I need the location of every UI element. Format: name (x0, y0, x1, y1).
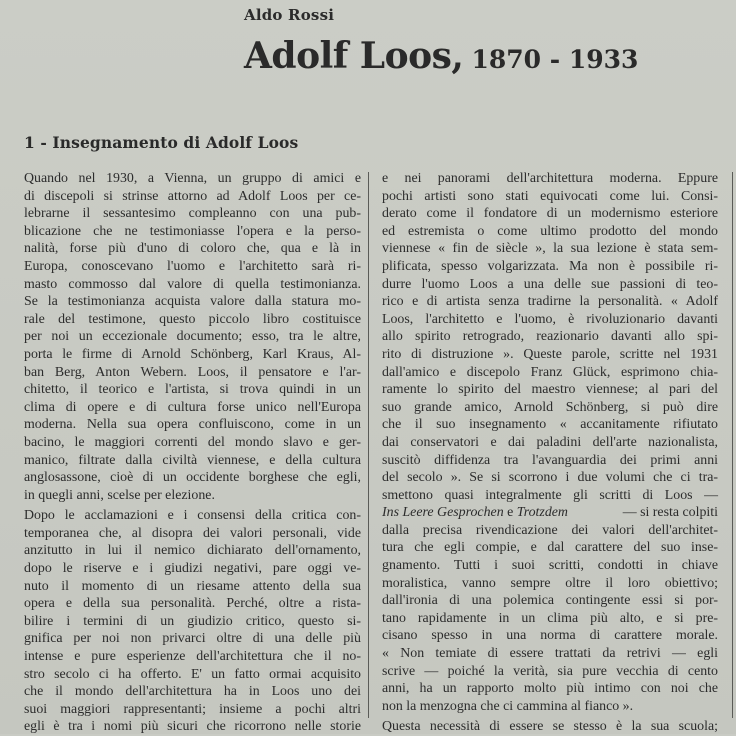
text-line: nalità, forse più d'uno di coloro che, qua e là in (24, 241, 361, 257)
text-line: rico e di artista senza tradirne la personalità. « Adolf (382, 294, 718, 310)
text-line: dall'amico e discepolo Franz Glück, esprimono chia- (382, 364, 718, 380)
text-line: opera e della sua personalità. Perché, oltre a rista- (24, 596, 361, 612)
text-line: Europa, conoscevano l'uomo e l'architetto sarà ri- (24, 258, 361, 274)
text-line: anglosassone, cioè di un occidente borghese che egli, (24, 470, 361, 486)
text-line: Dopo le acclamazioni e i consensi della critica con- (24, 508, 361, 524)
text-line: suo grande amico, Arnold Schönberg, si può dire (382, 399, 718, 415)
book-title-italic: Trotzdem (516, 505, 568, 521)
text-line: tano rapidamente in un clima più alto, e si pre- (382, 610, 718, 626)
text-line: viennese « fin de siècle », la sua lezione è stata sem- (382, 241, 718, 257)
text-line: Questa necessità di essere se stesso è la sua scuola; (382, 719, 718, 735)
text-line: durre l'uomo Loos a una delle sue passioni di teo- (382, 276, 718, 292)
title-years: 1870 - 1933 (471, 45, 639, 74)
left-column (24, 170, 361, 736)
text-line: bacino, le maggiori correnti del mondo slavo e ger- (24, 434, 361, 450)
text-line: che il mondo dell'architettura ha in Loos uno dei (24, 684, 361, 700)
text-line: ban Berg, Anton Webern. Loos, il pensatore e l'ar- (24, 364, 361, 380)
text-line: temporanea che, al disopra dei valori personali, vide (24, 525, 361, 541)
text-line: in quegli anni, scelse per elezione. (24, 487, 215, 503)
right-column (382, 170, 718, 736)
text-line: Loos, l'architetto e l'uomo, è rivoluzionario davanti (382, 311, 718, 327)
text-line: ramente lo spirito del maestro viennese; al pari del (382, 382, 718, 398)
text-line: bilire i termini di un giudizio critico, questo si- (24, 613, 361, 629)
text-line: manico, filtrate dalla civiltà viennese, e della cultura (24, 452, 361, 468)
text-line: cisano spesso in una norma di carattere morale. (382, 628, 718, 644)
text-line: scrive — poiché la verità, sia pure vecchia di cento (382, 663, 718, 679)
article-title (244, 35, 639, 77)
text-line: dopo le riserve e i giudizi negativi, pare oggi ve- (24, 561, 361, 577)
section-heading: 1 - Insegnamento di Adolf Loos (24, 133, 299, 152)
text-line: Se la testimonianza acquista valore dalla statura mo- (24, 294, 361, 310)
text-line: moralistica, vanno sempre oltre il loro obiettivo; (382, 575, 718, 591)
text-line: moderna. Nella sua opera confluiscono, come in un (24, 417, 361, 433)
text-line: rito di distruzione ». Queste parole, scritte nel 1931 (382, 346, 718, 362)
text-line: che il suo insegnamento « accanitamente rifiutato (382, 417, 718, 433)
text-line: « Non temiate di essere trattati da retrivi — egli (382, 646, 718, 662)
text-line: non la menzogna che ci cammina al fianco ». (382, 698, 634, 714)
text-line: Quando nel 1930, a Vienna, un gruppo di amici e (24, 171, 361, 186)
text-line: anni, ha un rapporto molto più intimo con noi che (382, 681, 718, 697)
text-line: masto commosso dal valore di quella testimonianza. (24, 276, 361, 292)
text-line: blicazione che ne testimoniasse l'opera e la perso- (24, 223, 361, 239)
text-line: di discepoli si strinse attorno ad Adolf Loos per ce- (24, 188, 361, 204)
text-line: pochi artisti sono stati equivocati come lui. Consi- (382, 188, 718, 204)
text-line: smettono quasi integralmente gli scritti di Loos — (382, 487, 718, 503)
author-name: Aldo Rossi (244, 6, 335, 24)
text-line: nuto il momento di un riesame attento della sua (24, 578, 361, 594)
text-line: rale del testimone, questo piccolo libro costituisce (24, 311, 361, 327)
title-name: Adolf Loos, (244, 35, 464, 77)
text-line: del secolo ». Se si scorrono i due volumi che ci tra- (382, 470, 718, 486)
text-line: ed estremista o come ultimo prodotto del mondo (382, 223, 718, 239)
text-line-mixed: Ins Leere Gesprochen e Trotzdem — si resta colpiti (382, 505, 718, 521)
text-line: egli è tra i nomi più sicuri che ricorrono nelle storie (24, 719, 361, 735)
text-line: intense e pure esperienze dell'architettura che il no- (24, 649, 361, 665)
text-line: per noi un eccezionale documento; esso, tra le altre, (24, 329, 361, 345)
text-line: suoi maggiori rappresentanti; insieme a pochi altri (24, 701, 361, 717)
column-divider (368, 172, 369, 718)
book-title-italic: Ins Leere Gesprochen (382, 505, 504, 521)
text-line: stro secolo ci ha offerto. E' un fatto ormai acquisito (24, 666, 361, 682)
text-line: lebrarne il sessantesimo compleanno con una pub- (24, 206, 361, 222)
text-line: plificata, spesso volgarizzata. Ma non è possibile ri- (382, 258, 718, 274)
text-line: chitetto, il teorico e l'artista, si trova quindi in un (24, 382, 361, 398)
right-margin-rule (732, 172, 733, 718)
text-line: e nei panorami dell'architettura moderna. Eppure (382, 171, 718, 186)
text-line: dall'ironia di una polemica contingente essi si por- (382, 593, 718, 609)
text-line: suscitò diffidenza tra l'avanguardia dei primi anni (382, 452, 718, 468)
text-line: tura che egli compie, e dal carattere del suo inse- (382, 540, 718, 556)
text-line: porta le firme di Arnold Schönberg, Karl Kraus, Al- (24, 346, 361, 362)
text-line: gnamento. Tutti i suoi scritti, condotti in chiave (382, 558, 718, 574)
text-line: anzitutto in lui il nemico dichiarato dell'ornamento, (24, 543, 361, 559)
text-line: gnifica per noi non privarci oltre di una delle più (24, 631, 361, 647)
text-line: clima di opere e di cultura forse unico nell'Europa (24, 399, 361, 415)
text-line: dalla precisa rivendicazione dei valori dell'architet- (382, 522, 718, 538)
text-line: allo spirito retrogrado, reazionario davanti allo spi- (382, 329, 718, 345)
text-line: dai conservatori e dai paladini dell'arte nazionalista, (382, 434, 718, 450)
text-line: derato come il fondatore di un modernismo esteriore (382, 206, 718, 222)
